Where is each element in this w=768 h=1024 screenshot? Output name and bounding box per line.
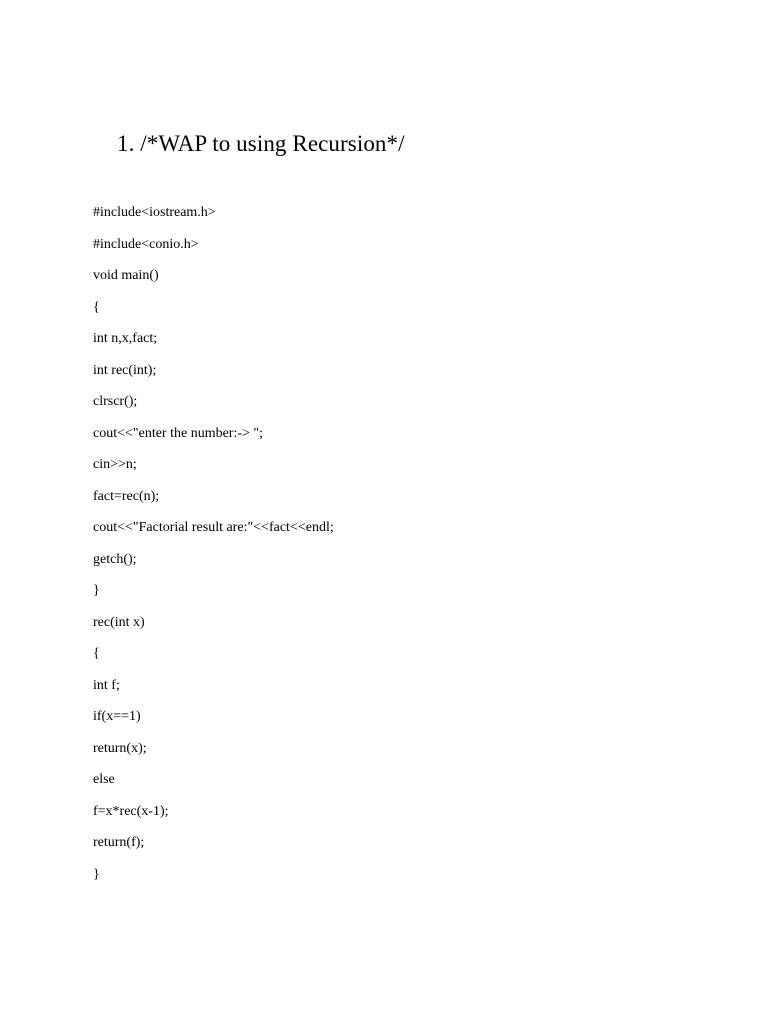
document-heading: 1. /*WAP to using Recursion*/ [117,131,405,156]
code-line: { [93,299,100,315]
code-line: f=x*rec(x-1); [93,803,169,819]
code-line: { [93,646,100,661]
code-line: if(x==1) [93,709,141,724]
code-line: rec(int x) [93,614,145,630]
code-line: int rec(int); [93,362,157,378]
code-line: else [93,772,115,787]
code-line: #include<conio.h> [93,236,199,252]
code-line: return(x); [93,740,147,756]
code-line: return(f); [93,835,145,850]
code-line: getch(); [93,551,137,567]
code-line: int f; [93,677,120,693]
code-line: clrscr(); [93,394,138,409]
code-line: cout<<"enter the number:-> "; [93,425,264,441]
code-line: int n,x,fact; [93,331,158,346]
code-line: fact=rec(n); [93,488,160,504]
code-line: #include<iostream.h> [93,205,216,220]
code-line: cin>>n; [93,457,137,472]
code-line: void main() [93,268,159,283]
code-line: } [93,583,100,598]
code-line: } [93,866,100,882]
code-listing [93,200,334,893]
code-line: cout<<"Factorial result are:"<<fact<<endl; [93,520,334,535]
